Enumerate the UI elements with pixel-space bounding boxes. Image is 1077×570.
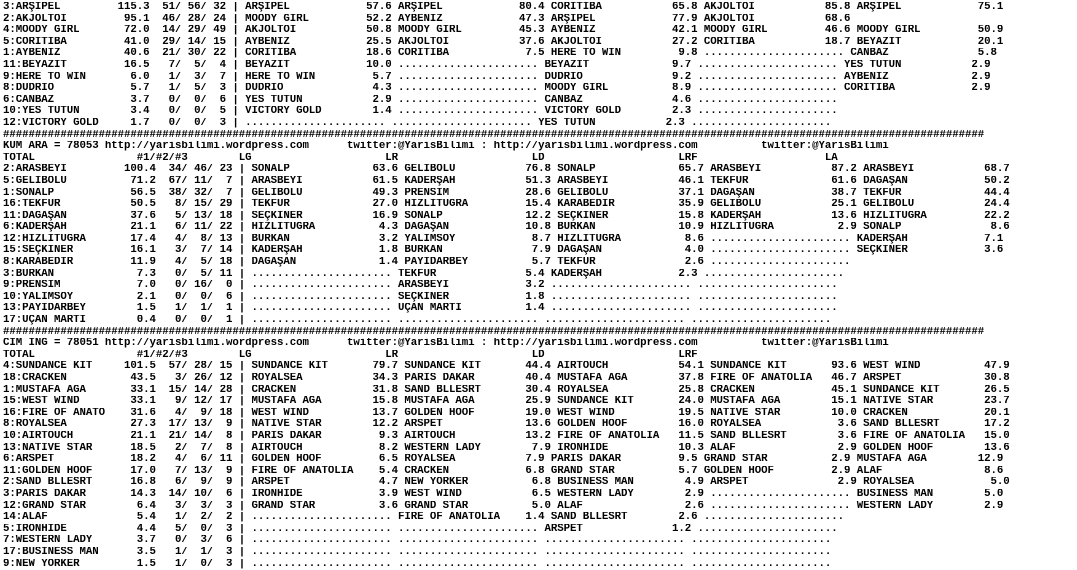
text-line: 12:GRAND STAR 6.4 3/ 3/ 3 | GRAND STAR 3.6 GRAND STAR 5.0 ALAF 2.6 ...................... WESTERN LADY 2.9 <box>3 501 1077 513</box>
text-line: 2:SAND BLLESRT 16.8 6/ 9/ 9 | ARSPET 4.7 NEW YORKER 6.8 BUSINESS MAN 4.9 ARSPET 2.9 ROYALSEA 5.0 <box>3 477 1077 489</box>
text-line: 9:NEW YORKER 1.5 1/ 0/ 3 | ...................... ...................... ...................... ...................... <box>3 559 1077 570</box>
text-line: 5:GELİBOLU 71.2 67/ 11/ 7 | ARASBEYİ 61.5 KADERŞAH 51.3 ARASBEYİ 46.1 TEKFUR 61.6 DAĞAŞAN 50.2 <box>3 176 1077 188</box>
text-line: 7:WESTERN LADY 3.7 0/ 3/ 6 | ...................... ...................... ...................... ...................... <box>3 535 1077 547</box>
text-line: ########################################################################################################################################################## <box>3 130 1077 142</box>
text-line: 15:WEST WIND 33.1 9/ 12/ 17 | MUSTAFA AGA 15.8 MUSTAFA AGA 25.9 SUNDANCE KIT 24.0 MUSTAFA AGA 15.1 NATIVE STAR 23.7 <box>3 396 1077 408</box>
text-line: 10:YALIMSOY 2.1 0/ 0/ 6 | ...................... SEÇKİNER 1.8 ...................... ...................... <box>3 292 1077 304</box>
text-line: 2:ARASBEYİ 100.4 34/ 46/ 23 | SONALP 63.6 GELİBOLU 76.8 SONALP 65.7 ARASBEYİ 87.2 ARASBEYİ 68.7 <box>3 164 1077 176</box>
text-line: 6:CANBAZ 3.7 0/ 0/ 6 | YES TÜTÜN 2.9 ...................... CANBAZ 4.6 ...................... <box>3 95 1077 107</box>
text-line: 4:SUNDANCE KIT 101.5 57/ 28/ 15 | SUNDANCE KIT 79.7 SUNDANCE KIT 44.4 AIRTOUCH 54.1 SUNDANCE KIT 93.6 WEST WIND 47.9 <box>3 361 1077 373</box>
text-line: 10:AIRTOUCH 21.1 21/ 14/ 8 | PARIS DAKAR 9.3 AIRTOUCH 13.2 FIRE OF ANATOLIA 11.5 SAND BLLESRT 3.6 FIRE OF ANATOLIA 15.0 <box>3 431 1077 443</box>
text-line: 8:ROYALSEA 27.3 17/ 13/ 9 | NATIVE STAR 12.2 ARSPET 13.6 GOLDEN HOOF 16.0 ROYALSEA 3.6 SAND BLLESRT 17.2 <box>3 419 1077 431</box>
text-line: 16:TEKFUR 50.5 8/ 15/ 29 | TEKFUR 27.0 HIZLITUĞRA 15.4 KARABEDİR 35.9 GELİBOLU 25.1 GELİBOLU 24.4 <box>3 199 1077 211</box>
text-line: 6:KADERŞAH 21.1 6/ 11/ 22 | HIZLITUĞRA 4.3 DAĞAŞAN 10.8 BÜRKAN 10.9 HIZLITUĞRA 2.9 SONALP 8.6 <box>3 222 1077 234</box>
text-line: 18:CRACKEN 43.5 3/ 26/ 12 | ROYALSEA 34.3 PARIS DAKAR 40.4 MUSTAFA AGA 37.8 FIRE OF ANATOLIA 46.7 ARSPET 30.8 <box>3 373 1077 385</box>
text-line: 11:DAĞAŞAN 37.6 5/ 13/ 18 | SEÇKİNER 16.9 SONALP 12.2 SEÇKİNER 15.8 KADERŞAH 13.6 HIZLITUĞRA 22.2 <box>3 211 1077 223</box>
text-line: 8:DUDRIO 5.7 1/ 5/ 3 | DUDRIO 4.3 ...................... MOODY GIRL 8.9 ...................... CORITIBA 2.9 <box>3 83 1077 95</box>
text-line: 15:SEÇKİNER 16.1 3/ 7/ 14 | KADERŞAH 1.8 BÜRKAN 7.9 DAĞAŞAN 4.0 ...................... SEÇKİNER 3.6 <box>3 245 1077 257</box>
text-line: CIM ING = 78051 http://yarisbilimi.wordpress.com twitter:@YarisBilimi : http://yarisbilimi.wordpress.com twitter:@YarisBilimi <box>3 338 1077 350</box>
text-line: 11:GOLDEN HOOF 17.0 7/ 13/ 9 | FIRE OF ANATOLIA 5.4 CRACKEN 6.8 GRAND STAR 5.7 GOLDEN HOOF 2.9 ALAF 8.6 <box>3 466 1077 478</box>
text-line: 9:HERE TO WIN 6.0 1/ 3/ 7 | HERE TO WIN 5.7 ...................... DUDRIO 9.2 ...................... AYBENİZ 2.9 <box>3 72 1077 84</box>
text-line: 8:KARABEDİR 11.9 4/ 5/ 18 | DAĞAŞAN 1.4 PAYİDARBEY 5.7 TEKFUR 2.6 ...................... <box>3 257 1077 269</box>
text-line: TOTAL #1/#2/#3 LG LR LD LRF <box>3 350 1077 362</box>
text-line: 13:NATIVE STAR 18.5 2/ 7/ 8 | AIRTOUCH 8.2 WESTERN LADY 7.9 IRONHIDE 10.3 ALAF 2.9 GOLDEN HOOF 13.6 <box>3 443 1077 455</box>
text-line: 3:PARIS DAKAR 14.3 14/ 10/ 6 | IRONHIDE 3.9 WEST WIND 6.5 WESTERN LADY 2.9 ...................... BUSINESS MAN 5.0 <box>3 489 1077 501</box>
text-line: 12:HIZLITUĞRA 17.4 4/ 8/ 13 | BÜRKAN 3.2 YALIMSOY 8.7 HIZLITUĞRA 8.6 ...................... KADERŞAH 7.1 <box>3 234 1077 246</box>
text-line: ########################################################################################################################################################## <box>3 327 1077 339</box>
text-line: 1:AYBENİZ 40.6 21/ 30/ 22 | CORITIBA 18.6 CORITIBA 7.5 HERE TO WIN 9.8 ...................... CANBAZ 5.8 <box>3 48 1077 60</box>
text-line: 14:ALAF 5.4 1/ 2/ 2 | ...................... FIRE OF ANATOLIA 1.4 SAND BLLESRT 2.6 ...................... <box>3 512 1077 524</box>
text-line: 12:VICTORY GOLD 1.7 0/ 0/ 3 | ...................... ...................... YES TÜTÜN 2.3 ...................... <box>3 118 1077 130</box>
text-line: 6:ARSPET 18.2 4/ 6/ 11 | GOLDEN HOOF 6.5 ROYALSEA 7.9 PARIS DAKAR 9.5 GRAND STAR 2.9 MUSTAFA AGA 12.9 <box>3 454 1077 466</box>
text-line: 3:ARŞİPEL 115.3 51/ 56/ 32 | ARŞİPEL 57.6 ARŞİPEL 80.4 CORITIBA 65.8 AKJOLTOI 85.8 ARŞİPEL 75.1 <box>3 2 1077 14</box>
text-line: 10:YES TÜTÜN 3.4 0/ 0/ 5 | VICTORY GOLD 1.4 ...................... VICTORY GOLD 2.3 ...................... <box>3 106 1077 118</box>
text-line: 2:AKJOLTOI 95.1 46/ 28/ 24 | MOODY GIRL 52.2 AYBENİZ 47.3 ARŞİPEL 77.9 AKJOLTOI 68.6 <box>3 14 1077 26</box>
text-line: 13:PAYİDARBEY 1.5 1/ 1/ 1 | ...................... UÇAN MARTI 1.4 ...................... ...................... <box>3 303 1077 315</box>
text-line: 1:SONALP 56.5 38/ 32/ 7 | GELİBOLU 49.3 PRENSİM 28.6 GELİBOLU 37.1 DAĞAŞAN 38.7 TEKFUR 44.4 <box>3 188 1077 200</box>
text-line: 5:IRONHIDE 4.4 5/ 0/ 3 | ...................... ...................... ARSPET 1.2 ...................... <box>3 524 1077 536</box>
text-line: TOTAL #1/#2/#3 LG LR LD LRF LA <box>3 153 1077 165</box>
text-line: 16:FIRE OF ANATO 31.6 4/ 9/ 18 | WEST WIND 13.7 GOLDEN HOOF 19.0 WEST WIND 19.5 NATIVE STAR 10.0 CRACKEN 20.1 <box>3 408 1077 420</box>
text-line: KUM ARA = 78053 http://yarisbilimi.wordpress.com twitter:@YarisBilimi : http://yarisbilimi.wordpress.com twitter:@YarisBilimi <box>3 141 1077 153</box>
text-line: 17:BUSINESS MAN 3.5 1/ 1/ 3 | ...................... ...................... ...................... ...................... <box>3 547 1077 559</box>
text-line: 11:BEYAZIT 16.5 7/ 5/ 4 | BEYAZIT 10.0 ...................... BEYAZIT 9.7 ...................... YES TÜTÜN 2.9 <box>3 60 1077 72</box>
text-line: 9:PRENSİM 7.0 0/ 16/ 0 | ...................... ARASBEYİ 3.2 ...................... ...................... <box>3 280 1077 292</box>
text-line: 4:MOODY GIRL 72.0 14/ 29/ 49 | AKJOLTOI 50.8 MOODY GIRL 45.3 AYBENİZ 42.1 MOODY GIRL 46.6 MOODY GIRL 50.9 <box>3 25 1077 37</box>
text-line: 3:BÜRKAN 7.3 0/ 5/ 11 | ...................... TEKFUR 5.4 KADERŞAH 2.3 ...................... <box>3 269 1077 281</box>
text-line: 17:UÇAN MARTI 0.4 0/ 0/ 1 | ...................... ...................... ...................... ...................... <box>3 315 1077 327</box>
text-line: 1:MUSTAFA AGA 33.1 15/ 14/ 28 | CRACKEN 31.8 SAND BLLESRT 30.4 ROYALSEA 25.8 CRACKEN 45.1 SUNDANCE KIT 26.5 <box>3 385 1077 397</box>
text-line: 5:CORITIBA 41.0 29/ 14/ 15 | AYBENİZ 25.5 AKJOLTOI 37.6 AKJOLTOI 27.2 CORITIBA 18.7 BEYAZIT 20.1 <box>3 37 1077 49</box>
